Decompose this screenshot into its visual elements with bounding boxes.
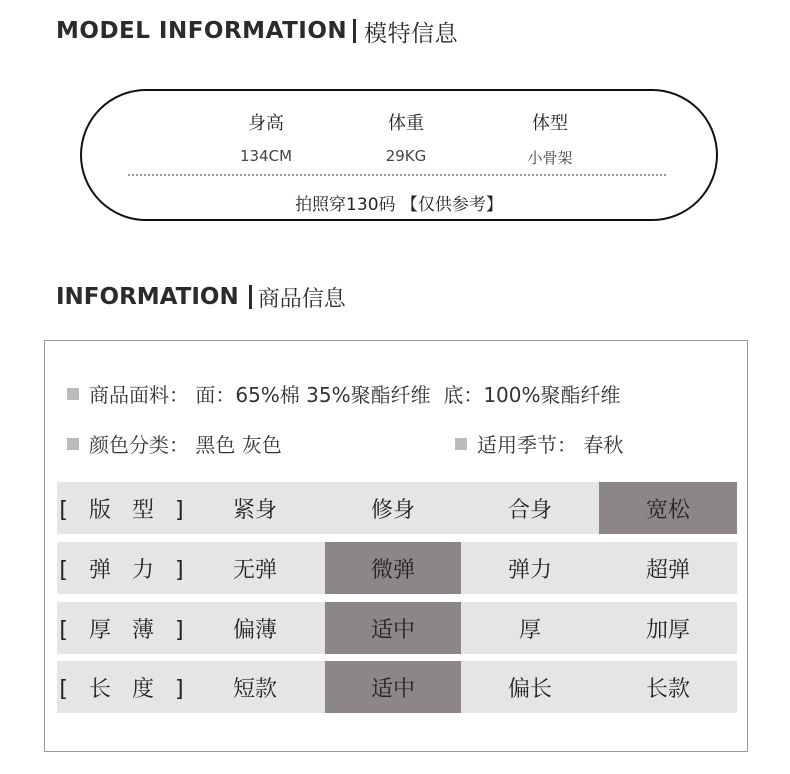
model-stats-card: [80, 89, 718, 221]
attribute-option-selected: 适中: [325, 602, 461, 654]
attribute-label: [ 弹 力 ]: [59, 557, 191, 583]
dotted-divider: [128, 174, 666, 176]
stat-label: 体型: [532, 113, 568, 134]
stat-label: 体重: [388, 113, 424, 134]
attribute-option: 短款: [232, 676, 277, 702]
attribute-row: [57, 482, 737, 534]
model-information-title-zh: 模特信息: [364, 20, 459, 47]
product-information-title-en: INFORMATION: [56, 284, 239, 310]
square-bullet-icon: [67, 438, 79, 450]
attribute-option-selected: 微弹: [325, 542, 461, 594]
model-stat-build: [490, 109, 610, 168]
stat-label: 身高: [248, 113, 284, 134]
attribute-label: [ 长 度 ]: [59, 676, 191, 702]
heading-divider: [249, 285, 252, 309]
attribute-option: 无弹: [232, 557, 277, 583]
model-stat-weight: [346, 109, 466, 165]
product-information-heading: [56, 281, 346, 313]
attribute-row: [57, 661, 737, 713]
size-note: 拍照穿130码 【仅供参考】: [295, 195, 503, 215]
attribute-option: 紧身: [232, 497, 277, 523]
attribute-row: [57, 542, 737, 594]
colors-text: 颜色分类： 黑色 灰色: [89, 433, 282, 457]
fabric-text: 商品面料： 面：65%棉 35%聚酯纤维 底：100%聚酯纤维: [89, 383, 621, 407]
model-information-title-en: MODEL INFORMATION: [56, 18, 348, 44]
attribute-option: 加厚: [645, 617, 690, 643]
attribute-option: 弹力: [507, 557, 552, 583]
product-info-panel: [44, 340, 748, 752]
attribute-row: [57, 602, 737, 654]
colors-line: [67, 429, 282, 458]
attribute-option: 偏长: [507, 676, 552, 702]
model-information-heading: [56, 14, 458, 48]
product-information-title-zh: 商品信息: [257, 286, 346, 312]
stat-value: 29KG: [385, 147, 427, 165]
attribute-option: 超弹: [645, 557, 690, 583]
attribute-option: 厚: [518, 617, 541, 643]
attribute-label: [ 版 型 ]: [59, 497, 191, 523]
square-bullet-icon: [455, 438, 467, 450]
stat-value: 134CM: [239, 147, 293, 165]
season-text: 适用季节： 春秋: [477, 433, 624, 457]
attribute-option: 偏薄: [232, 617, 277, 643]
heading-divider: [353, 19, 356, 43]
fabric-line: [67, 379, 621, 408]
attribute-option-selected: 适中: [325, 661, 461, 713]
attribute-option-selected: 宽松: [599, 482, 737, 534]
stat-value: 小骨架: [527, 149, 573, 167]
season-line: [455, 429, 623, 458]
attribute-option: 修身: [370, 497, 415, 523]
square-bullet-icon: [67, 388, 79, 400]
attribute-option: 合身: [507, 497, 552, 523]
attribute-option: 长款: [645, 676, 690, 702]
model-stat-height: [206, 109, 326, 165]
attribute-label: [ 厚 薄 ]: [59, 617, 191, 643]
